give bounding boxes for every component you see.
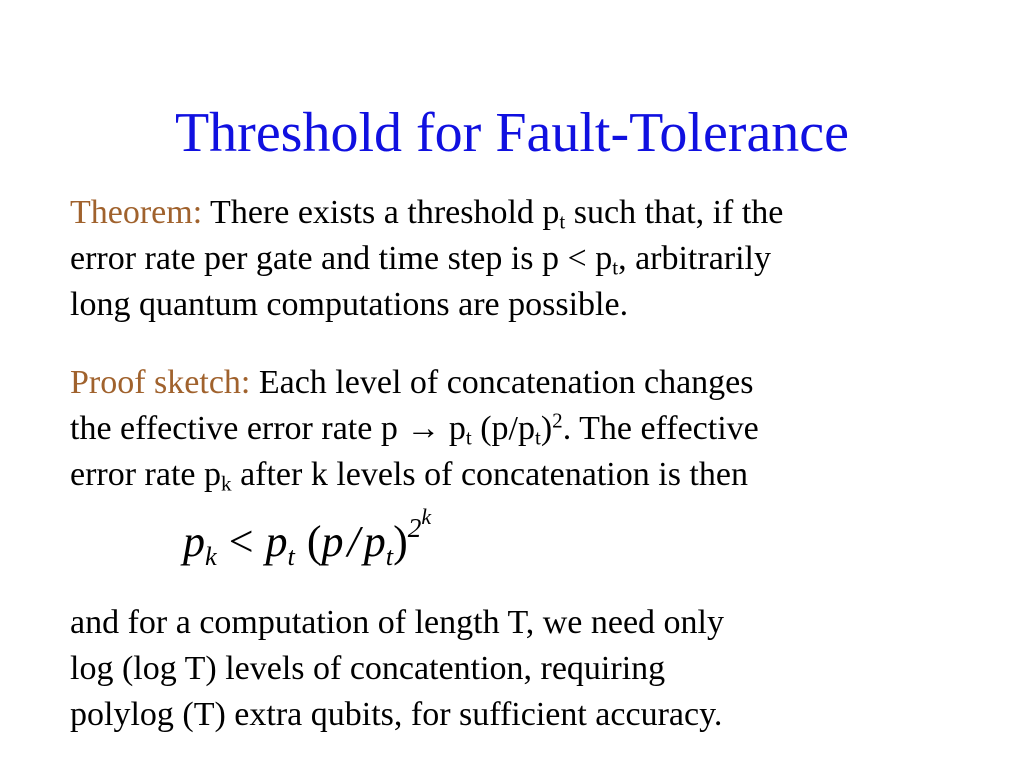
proof-text: )	[540, 410, 553, 447]
proof-text: (p/p	[471, 410, 535, 447]
formula-subscript: t	[287, 541, 295, 572]
proof-text: Each level of concatenation changes	[250, 364, 754, 401]
theorem-text: There exists a threshold p	[202, 194, 560, 231]
formula-operator: /	[347, 517, 360, 566]
proof-text: the effective error rate p → p	[70, 410, 466, 447]
superscript: 2	[552, 408, 563, 433]
proof-text: error rate p	[70, 456, 222, 493]
theorem-text: such that, if the	[565, 194, 784, 231]
proof-line-1	[70, 360, 950, 406]
theorem-line-3: long quantum computations are possible.	[70, 286, 629, 323]
formula-symbol: p	[183, 517, 205, 566]
formula-symbol: p	[265, 517, 288, 566]
formula-paren: )	[393, 517, 408, 566]
subscript: t	[559, 209, 566, 234]
conclusion-line-2: log (log T) levels of concatention, requiring	[70, 650, 666, 687]
formula-symbol: p	[321, 517, 344, 566]
subscript: t	[612, 255, 619, 280]
proof-paragraph	[70, 360, 950, 498]
formula-symbol: p	[363, 517, 386, 566]
proof-text: . The effective	[562, 410, 759, 447]
formula-operator: <	[228, 517, 254, 566]
theorem-line-1	[70, 190, 950, 236]
formula-exponent: k	[421, 504, 432, 530]
formula-subscript: t	[385, 541, 394, 572]
subscript: k	[221, 471, 232, 496]
slide-title: Threshold for Fault-Tolerance	[174, 102, 850, 164]
conclusion-paragraph	[70, 600, 950, 738]
proof-label: Proof sketch:	[70, 364, 251, 401]
formula-subscript: k	[205, 541, 217, 572]
theorem-text: , arbitrarily	[618, 240, 771, 277]
proof-line-2	[70, 406, 950, 452]
proof-text: after k levels of concatenation is then	[231, 456, 748, 493]
formula-exponent: 2	[407, 512, 422, 543]
theorem-paragraph	[70, 190, 950, 328]
formula-paren: (	[306, 517, 322, 566]
subscript: t	[465, 425, 472, 450]
proof-line-3	[70, 452, 950, 498]
theorem-text: error rate per gate and time step is p < p	[70, 240, 613, 277]
conclusion-line-1: and for a computation of length T, we need only	[70, 604, 725, 641]
subscript: t	[534, 425, 541, 450]
theorem-line-2	[70, 236, 950, 282]
theorem-label: Theorem:	[70, 194, 203, 231]
threshold-formula	[183, 504, 432, 572]
conclusion-line-3: polylog (T) extra qubits, for sufficient accuracy.	[70, 696, 723, 733]
